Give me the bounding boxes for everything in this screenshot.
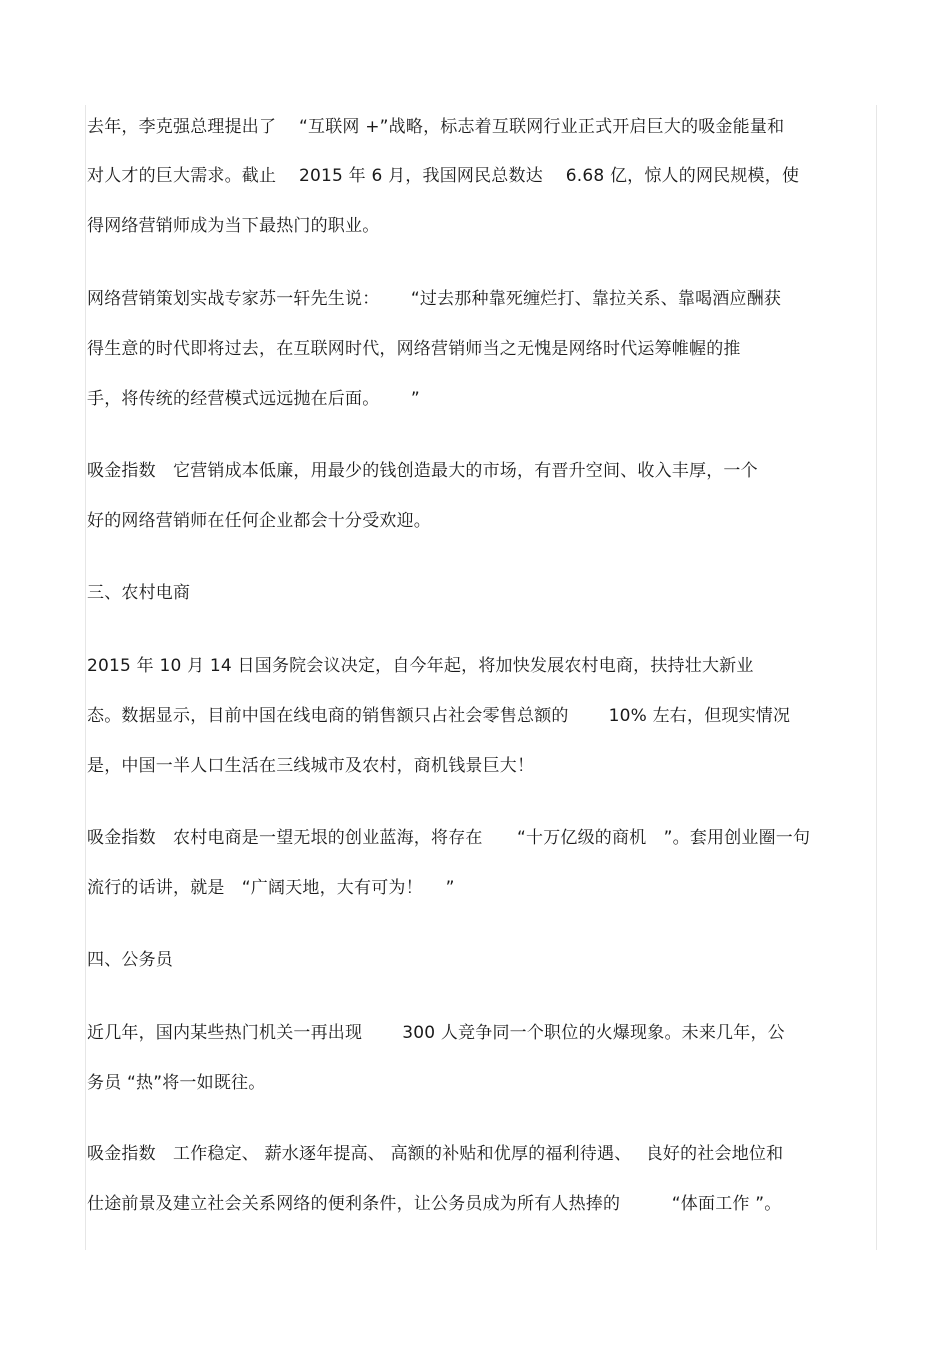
text-line: 吸金指数 工作稳定、 薪水逐年提高、 高额的补贴和优厚的福利待遇、 良好的社会地位和 [87,1144,784,1164]
text-line: 吸金指数 它营销成本低廉，用最少的钱创造最大的市场，有晋升空间、收入丰厚，一个 [87,461,758,481]
text-line: 网络营销策划实战专家苏一轩先生说： “过去那种靠死缠烂打、靠拉关系、靠喝酒应酬获 [87,289,782,309]
text-line: 对人才的巨大需求。截止 2015 年 6 月，我国网民总数达 6.68 亿，惊人的网民规模，使 [87,166,800,186]
section-heading: 四、公务员 [87,950,173,970]
section-heading: 三、农村电商 [87,583,191,603]
text-line: 好的网络营销师在任何企业都会十分受欢迎。 [87,511,431,531]
text-line: 流行的话讲，就是 “广阔天地，大有可为！ ” [87,878,455,898]
text-line: 得网络营销师成为当下最热门的职业。 [87,216,380,236]
text-line: 得生意的时代即将过去，在互联网时代，网络营销师当之无愧是网络时代运筹帷幄的推 [87,339,741,359]
text-line: 吸金指数 农村电商是一望无垠的创业蓝海，将存在 “十万亿级的商机 ”。套用创业圈一句 [87,828,811,848]
text-line: 务员 “热”将一如既往。 [87,1073,266,1093]
text-line: 2015 年 10 月 14 日国务院会议决定，自今年起，将加快发展农村电商，扶持壮大新业 [87,656,754,676]
text-line: 仕途前景及建立社会关系网络的便利条件，让公务员成为所有人热捧的 “体面工作 ”。 [87,1194,782,1214]
page-border-right [876,105,877,1250]
text-line: 近几年，国内某些热门机关一再出现 300 人竞争同一个职位的火爆现象。未来几年，公 [87,1023,785,1043]
text-line: 手，将传统的经营模式远远抛在后面。 ” [87,389,420,409]
text-line: 去年，李克强总理提出了 “互联网 +”战略，标志着互联网行业正式开启巨大的吸金能量和 [87,117,785,137]
text-line: 是，中国一半人口生活在三线城市及农村，商机钱景巨大！ [87,756,535,776]
text-line: 态。数据显示，目前中国在线电商的销售额只占社会零售总额的 10% 左右，但现实情况 [87,706,791,726]
page-border-left [85,105,86,1250]
